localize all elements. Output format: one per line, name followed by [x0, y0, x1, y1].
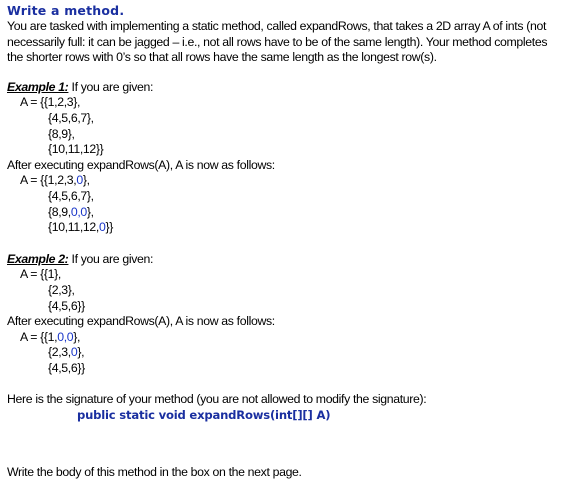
- problem-description: You are tasked with implementing a static method, called expandRows, that takes a 2D array A of ints (not necessarily full: it can be jagged – i.e., not all rows have to be of the same length). Your method completes the shorter rows with 0’s so that all rows have the same length as the longest row(s).: [7, 19, 548, 65]
- document: [7, 3, 557, 423]
- section-heading: Write a method.: [7, 3, 125, 18]
- example-1-given-row-2: {4,5,6,7},: [48, 110, 94, 125]
- example-2-given-row-2: {2,3},: [48, 282, 75, 297]
- padded-zeros: 0,0: [70, 204, 87, 219]
- example-1-label: Example 1:: [7, 79, 69, 94]
- example-2: [7, 252, 557, 377]
- example-1-given-row-1: A = {{1,2,3},: [20, 95, 81, 110]
- method-signature: public static void expandRows(int[][] A): [77, 408, 331, 423]
- example-1-after-text: After executing expandRows(A), A is now as follows:: [7, 157, 275, 172]
- example-2-given-row-3: {4,5,6}}: [48, 298, 85, 313]
- example-1: [7, 80, 557, 236]
- example-1-result-row-1: A = {{1,2,3,0},: [20, 173, 90, 188]
- example-1-intro: Example 1: If you are given:: [7, 79, 154, 94]
- padded-zeros: 0: [76, 173, 83, 188]
- padded-zeros: 0,0: [57, 329, 74, 344]
- example-2-result-row-2: {2,3,0},: [48, 345, 85, 360]
- example-2-result-row-3: {4,5,6}}: [48, 360, 85, 375]
- padded-zeros: 0: [98, 220, 106, 235]
- example-2-given-row-1: A = {{1},: [20, 267, 61, 282]
- example-1-result-row-4: {10,11,12,0}}: [48, 220, 113, 235]
- example-2-after-text: After executing expandRows(A), A is now as follows:: [7, 314, 275, 329]
- example-2-intro: Example 2: If you are given:: [7, 251, 154, 266]
- example-1-result-row-3: {8,9,0,0},: [48, 204, 94, 219]
- example-1-given-row-4: {10,11,12}}: [48, 142, 104, 157]
- example-2-result-row-1: A = {{1,0,0},: [20, 329, 81, 344]
- example-2-label: Example 2:: [7, 251, 69, 266]
- example-1-given-row-3: {8,9},: [48, 126, 75, 141]
- signature-intro: Here is the signature of your method (you are not allowed to modify the signature):: [7, 392, 427, 407]
- cutoff-instruction: Write the body of this method in the box on the next page.: [7, 465, 302, 479]
- example-1-result-row-2: {4,5,6,7},: [48, 188, 94, 203]
- padded-zeros: 0: [70, 345, 78, 360]
